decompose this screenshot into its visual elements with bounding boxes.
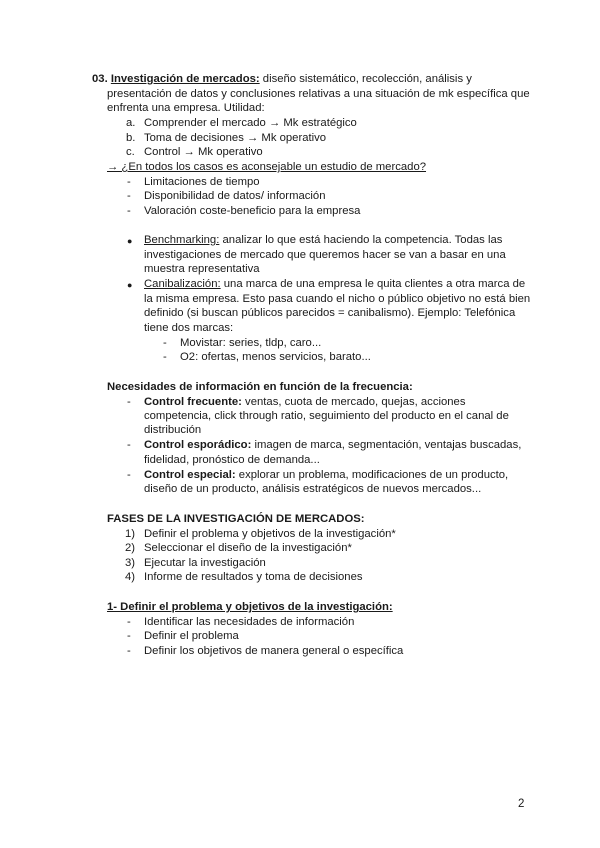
list-item: Valoración coste-beneficio para la empresa <box>144 205 361 217</box>
section-title: Investigación de mercados: <box>110 73 260 85</box>
definir-item: Definir el problema <box>144 630 239 642</box>
list-marker: 3) <box>125 557 136 569</box>
bullet-first-line <box>144 233 502 248</box>
list-marker: - <box>127 190 131 202</box>
necesidad-text: distribución <box>144 424 202 436</box>
necesidad-text: ventas, cuota de mercado, quejas, acciones <box>241 396 466 408</box>
necesidad-text: fidelidad, pronóstico de demanda... <box>144 454 320 466</box>
list-marker: c. <box>126 146 135 158</box>
bullet-marker: ● <box>127 280 133 290</box>
list-marker: b. <box>126 132 136 144</box>
list-marker: - <box>127 616 131 628</box>
bullet-term: Benchmarking: <box>144 234 220 246</box>
list-item: Control → Mk operativo <box>144 146 263 158</box>
definir-item: Definir los objetivos de manera general o específica <box>144 645 404 657</box>
necesidad-first-line <box>144 438 521 453</box>
sub-marker: - <box>163 351 167 363</box>
bullet-first-line <box>144 277 525 292</box>
fases-heading: FASES DE LA INVESTIGACIÓN DE MERCADOS: <box>107 513 365 525</box>
bullet-term: Canibalización: <box>144 278 221 290</box>
list-marker: - <box>127 469 131 481</box>
necesidades-heading: Necesidades de información en función de la frecuencia: <box>107 381 413 393</box>
necesidad-text: explorar un problema, modificaciones de un producto, <box>235 469 509 481</box>
necesidad-first-line <box>144 468 508 483</box>
section-number: 03. <box>92 73 108 85</box>
list-marker: 1) <box>125 528 136 540</box>
necesidad-term: Control frecuente: <box>144 396 242 408</box>
sub-item: O2: ofertas, menos servicios, barato... <box>180 351 371 363</box>
bullet-text: investigaciones de mercado que queremos hacer se van a basar en una <box>144 249 506 261</box>
necesidad-term: Control esporádico: <box>144 439 252 451</box>
sub-item: Movistar: series, tldp, caro... <box>180 337 322 349</box>
bullet-marker: ● <box>127 236 133 246</box>
list-marker: - <box>127 439 131 451</box>
list-item: Limitaciones de tiempo <box>144 176 260 188</box>
page-number: 2 <box>518 798 525 810</box>
necesidad-text: diseño de un producto, análisis estratégicos de nuevos mercados... <box>144 483 482 495</box>
definir-heading: 1- Definir el problema y objetivos de la investigación: <box>107 601 393 613</box>
fase-item: Definir el problema y objetivos de la investigación* <box>144 528 396 540</box>
necesidad-text: imagen de marca, segmentación, ventajas buscadas, <box>251 439 522 451</box>
list-marker: - <box>127 630 131 642</box>
list-marker: 2) <box>125 542 136 554</box>
bullet-text: definido (si buscan públicos parecidos = canibalismo). Ejemplo: Telefónica <box>144 307 516 319</box>
list-marker: - <box>127 396 131 408</box>
intro-line: presentación de datos y conclusiones relativas a una situación de mk específica que <box>107 88 530 100</box>
bullet-text: analizar lo que está haciendo la competencia. Todas las <box>219 234 503 246</box>
list-marker: 4) <box>125 571 136 583</box>
list-marker: - <box>127 176 131 188</box>
bullet-text: muestra representativa <box>144 263 260 275</box>
bullet-text: una marca de una empresa le quita clientes a otra marca de <box>220 278 526 290</box>
definir-item: Identificar las necesidades de información <box>144 616 355 628</box>
list-item: Comprender el mercado → Mk estratégico <box>144 117 357 129</box>
necesidad-first-line <box>144 395 465 410</box>
list-marker: - <box>127 205 131 217</box>
bullet-text: tiene dos marcas: <box>144 322 234 334</box>
necesidad-term: Control especial: <box>144 469 236 481</box>
list-item: Toma de decisiones → Mk operativo <box>144 132 327 144</box>
list-item: Disponibilidad de datos/ información <box>144 190 326 202</box>
list-marker: - <box>127 645 131 657</box>
fase-item: Informe de resultados y toma de decisiones <box>144 571 363 583</box>
section-03-first-line <box>92 72 472 87</box>
necesidad-text: competencia, click through ratio, seguimiento del producto en el canal de <box>144 410 509 422</box>
question-line: → ¿En todos los casos es aconsejable un estudio de mercado? <box>107 161 427 173</box>
intro-line: diseño sistemático, recolección, análisis y <box>259 73 472 85</box>
intro-line: enfrenta una empresa. Utilidad: <box>107 102 265 114</box>
fase-item: Ejecutar la investigación <box>144 557 266 569</box>
bullet-text: la misma empresa. Esto pasa cuando el nicho o público objetivo no está bien <box>144 293 531 305</box>
fase-item: Seleccionar el diseño de la investigación* <box>144 542 352 554</box>
list-marker: a. <box>126 117 136 129</box>
sub-marker: - <box>163 337 167 349</box>
